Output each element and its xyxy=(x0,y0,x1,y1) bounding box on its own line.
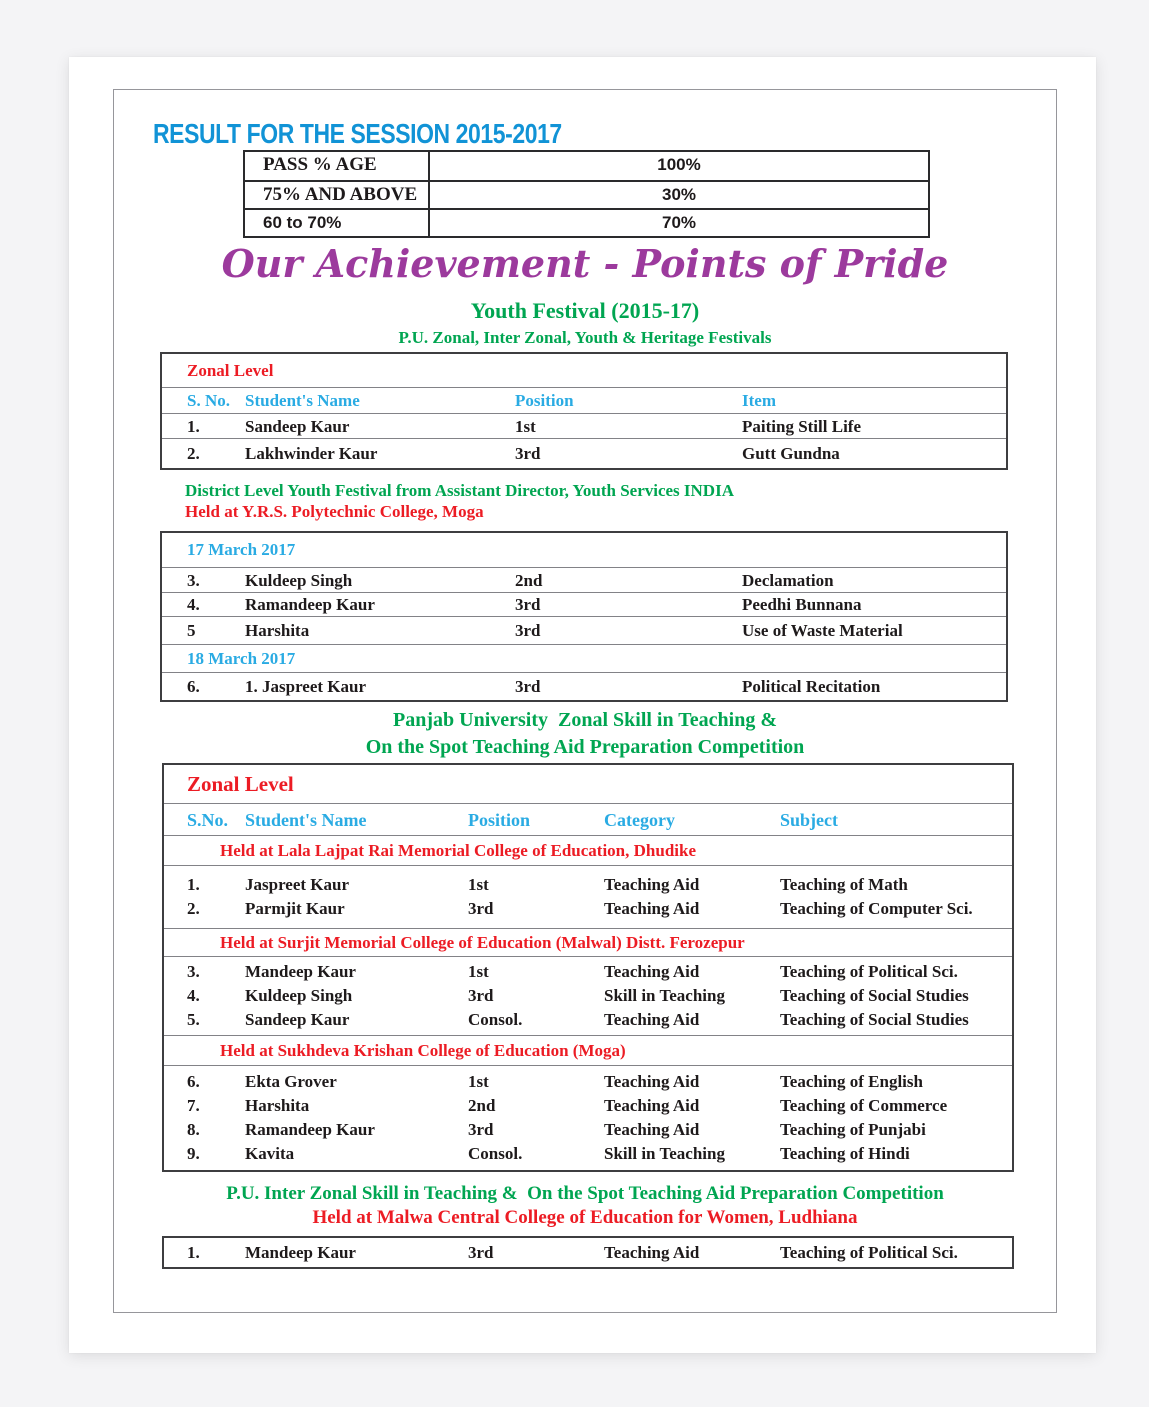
venue-label: Held at Lala Lajpat Rai Memorial College of Education, Dhudike xyxy=(220,841,696,860)
youth-festival-heading: Youth Festival (2015-17) xyxy=(470,298,700,323)
date-row xyxy=(162,644,1006,672)
cell-sno: 1. xyxy=(187,417,200,436)
cell-name: Lakhwinder Kaur xyxy=(245,444,378,463)
table-row xyxy=(162,616,1006,644)
col-header-sno: S. No. xyxy=(187,391,230,410)
table-row xyxy=(164,984,1012,1008)
cell-category: Teaching Aid xyxy=(604,1120,700,1139)
table-row xyxy=(162,592,1006,616)
cell-sno: 5. xyxy=(187,1010,200,1029)
result-label: 75% AND ABOVE xyxy=(245,182,430,208)
venue-row xyxy=(164,1035,1012,1065)
inter-zonal-table xyxy=(162,1236,1014,1269)
result-label: 60 to 70% xyxy=(245,210,430,236)
table-row xyxy=(164,1238,1012,1267)
cell-name: Ramandeep Kaur xyxy=(245,595,375,614)
cell-item: Gutt Gundna xyxy=(742,444,840,463)
cell-position: 3rd xyxy=(468,899,494,918)
cell-item: Use of Waste Material xyxy=(742,621,903,640)
cell-sno: 7. xyxy=(187,1096,200,1115)
row-group xyxy=(164,956,1012,1035)
cell-name: Ekta Grover xyxy=(245,1072,337,1091)
cell-position: 1st xyxy=(515,417,536,436)
cell-name: Mandeep Kaur xyxy=(245,1243,356,1262)
cell-position: 3rd xyxy=(515,621,541,640)
cell-position: 3rd xyxy=(468,1120,494,1139)
cell-position: 2nd xyxy=(515,571,543,590)
cell-position: 1st xyxy=(468,962,489,981)
page-title: RESULT FOR THE SESSION 2015-2017 xyxy=(153,118,562,149)
cell-name: Parmjit Kaur xyxy=(245,899,345,918)
cell-sno: 6. xyxy=(187,677,200,696)
cell-subject: Teaching of Punjabi xyxy=(780,1120,926,1139)
cell-category: Teaching Aid xyxy=(604,1010,700,1029)
table-row xyxy=(162,672,1006,700)
table-row xyxy=(245,208,928,236)
date-row xyxy=(162,533,1006,567)
result-value: 70% xyxy=(661,213,697,232)
skill-competition-heading xyxy=(113,707,1057,761)
cell-subject: Teaching of Computer Sci. xyxy=(780,899,973,918)
venue-row xyxy=(164,835,1012,865)
cell-sno: 3. xyxy=(187,571,200,590)
skill-heading-line1: Panjab University Zonal Skill in Teaching & xyxy=(393,709,777,731)
cell-subject: Teaching of Social Studies xyxy=(780,986,969,1005)
result-summary-table xyxy=(243,150,930,238)
cell-sno: 1. xyxy=(187,1243,200,1262)
cell-category: Teaching Aid xyxy=(604,1243,700,1262)
table-row xyxy=(162,413,1006,438)
cell-name: Kuldeep Singh xyxy=(245,986,353,1005)
table-row xyxy=(164,1142,1012,1166)
cell-category: Teaching Aid xyxy=(604,899,700,918)
cell-sno: 5 xyxy=(187,621,196,640)
cell-item: Peedhi Bunnana xyxy=(742,595,862,614)
section-label: Zonal Level xyxy=(187,772,294,796)
cell-subject: Teaching of English xyxy=(780,1072,923,1091)
col-header-name: Student's Name xyxy=(245,810,367,830)
cell-position: Consol. xyxy=(468,1010,523,1029)
cell-item: Paiting Still Life xyxy=(742,417,861,436)
table-row xyxy=(245,152,928,180)
cell-name: Mandeep Kaur xyxy=(245,962,356,981)
achievement-banner: Our Achievement - Points of Pride xyxy=(221,241,949,286)
cell-subject: Teaching of Social Studies xyxy=(780,1010,969,1029)
result-value: 30% xyxy=(661,185,697,204)
skill-heading-line2: On the Spot Teaching Aid Preparation Competition xyxy=(365,736,805,758)
cell-sno: 4. xyxy=(187,595,200,614)
table-row xyxy=(164,1094,1012,1118)
table-row xyxy=(164,897,1012,921)
cell-name: Kavita xyxy=(245,1144,295,1163)
district-festival-line1: District Level Youth Festival from Assistant Director, Youth Services INDIA xyxy=(185,481,734,500)
cell-category: Teaching Aid xyxy=(604,1096,700,1115)
cell-position: 2nd xyxy=(468,1096,496,1115)
district-level-table xyxy=(160,531,1008,702)
cell-subject: Teaching of Political Sci. xyxy=(780,1243,958,1262)
document-page xyxy=(69,57,1096,1353)
header-row xyxy=(164,803,1012,835)
cell-subject: Teaching of Math xyxy=(780,875,908,894)
cell-name: Jaspreet Kaur xyxy=(245,875,350,894)
cell-subject: Teaching of Hindi xyxy=(780,1144,910,1163)
table-row xyxy=(162,567,1006,592)
section-label: Zonal Level xyxy=(187,361,274,380)
table-row xyxy=(162,438,1006,468)
cell-name: Harshita xyxy=(245,621,310,640)
date-label: 17 March 2017 xyxy=(187,540,296,559)
col-header-sno: S.No. xyxy=(187,810,229,830)
row-group xyxy=(164,1065,1012,1170)
col-header-item: Item xyxy=(742,391,776,410)
cell-sno: 2. xyxy=(187,444,200,463)
venue-row xyxy=(164,928,1012,956)
cell-item: Declamation xyxy=(742,571,834,590)
cell-position: 1st xyxy=(468,875,489,894)
venue-label: Held at Sukhdeva Krishan College of Education (Moga) xyxy=(220,1041,626,1060)
cell-name: Harshita xyxy=(245,1096,310,1115)
section-row xyxy=(164,765,1012,803)
cell-subject: Teaching of Commerce xyxy=(780,1096,948,1115)
cell-sno: 1. xyxy=(187,875,200,894)
cell-position: 3rd xyxy=(515,595,541,614)
skill-zonal-table xyxy=(162,763,1014,1172)
cell-position: 3rd xyxy=(468,986,494,1005)
col-header-position: Position xyxy=(468,810,531,830)
table-row xyxy=(164,1008,1012,1032)
header-row xyxy=(162,387,1006,413)
cell-sno: 8. xyxy=(187,1120,200,1139)
cell-sno: 9. xyxy=(187,1144,200,1163)
festivals-subheading: P.U. Zonal, Inter Zonal, Youth & Heritage Festivals xyxy=(398,328,772,347)
col-header-name: Student's Name xyxy=(245,391,360,410)
date-label: 18 March 2017 xyxy=(187,649,296,668)
cell-sno: 4. xyxy=(187,986,200,1005)
cell-name: Sandeep Kaur xyxy=(245,1010,350,1029)
zonal-level-table xyxy=(160,352,1008,470)
table-row xyxy=(164,873,1012,897)
cell-name: Sandeep Kaur xyxy=(245,417,350,436)
cell-position: Consol. xyxy=(468,1144,523,1163)
cell-name: Ramandeep Kaur xyxy=(245,1120,375,1139)
cell-position: 3rd xyxy=(468,1243,494,1262)
col-header-category: Category xyxy=(604,810,675,830)
cell-position: 3rd xyxy=(515,677,541,696)
table-row xyxy=(245,180,928,208)
cell-sno: 3. xyxy=(187,962,200,981)
cell-category: Teaching Aid xyxy=(604,962,700,981)
row-group xyxy=(164,865,1012,928)
col-header-position: Position xyxy=(515,391,574,410)
cell-item: Political Recitation xyxy=(742,677,881,696)
result-value: 100% xyxy=(657,155,701,174)
cell-name: 1. Jaspreet Kaur xyxy=(245,677,367,696)
col-header-subject: Subject xyxy=(780,810,838,830)
cell-category: Skill in Teaching xyxy=(604,1144,725,1163)
cell-sno: 6. xyxy=(187,1072,200,1091)
district-festival-note xyxy=(185,480,734,522)
cell-position: 3rd xyxy=(515,444,541,463)
cell-name: Kuldeep Singh xyxy=(245,571,353,590)
table-row xyxy=(164,1118,1012,1142)
section-row xyxy=(162,354,1006,387)
cell-position: 1st xyxy=(468,1072,489,1091)
venue-label: Held at Surjit Memorial College of Education (Malwal) Distt. Ferozepur xyxy=(220,933,745,952)
inter-zonal-venue: Held at Malwa Central College of Education for Women, Ludhiana xyxy=(312,1207,858,1228)
result-label: PASS % AGE xyxy=(245,152,430,180)
cell-sno: 2. xyxy=(187,899,200,918)
cell-category: Teaching Aid xyxy=(604,875,700,894)
inter-zonal-heading: P.U. Inter Zonal Skill in Teaching & On the Spot Teaching Aid Preparation Competition xyxy=(226,1183,944,1204)
district-festival-line2: Held at Y.R.S. Polytechnic College, Moga xyxy=(185,502,484,521)
cell-category: Skill in Teaching xyxy=(604,986,725,1005)
table-row xyxy=(164,960,1012,984)
cell-category: Teaching Aid xyxy=(604,1072,700,1091)
table-row xyxy=(164,1070,1012,1094)
cell-subject: Teaching of Political Sci. xyxy=(780,962,958,981)
